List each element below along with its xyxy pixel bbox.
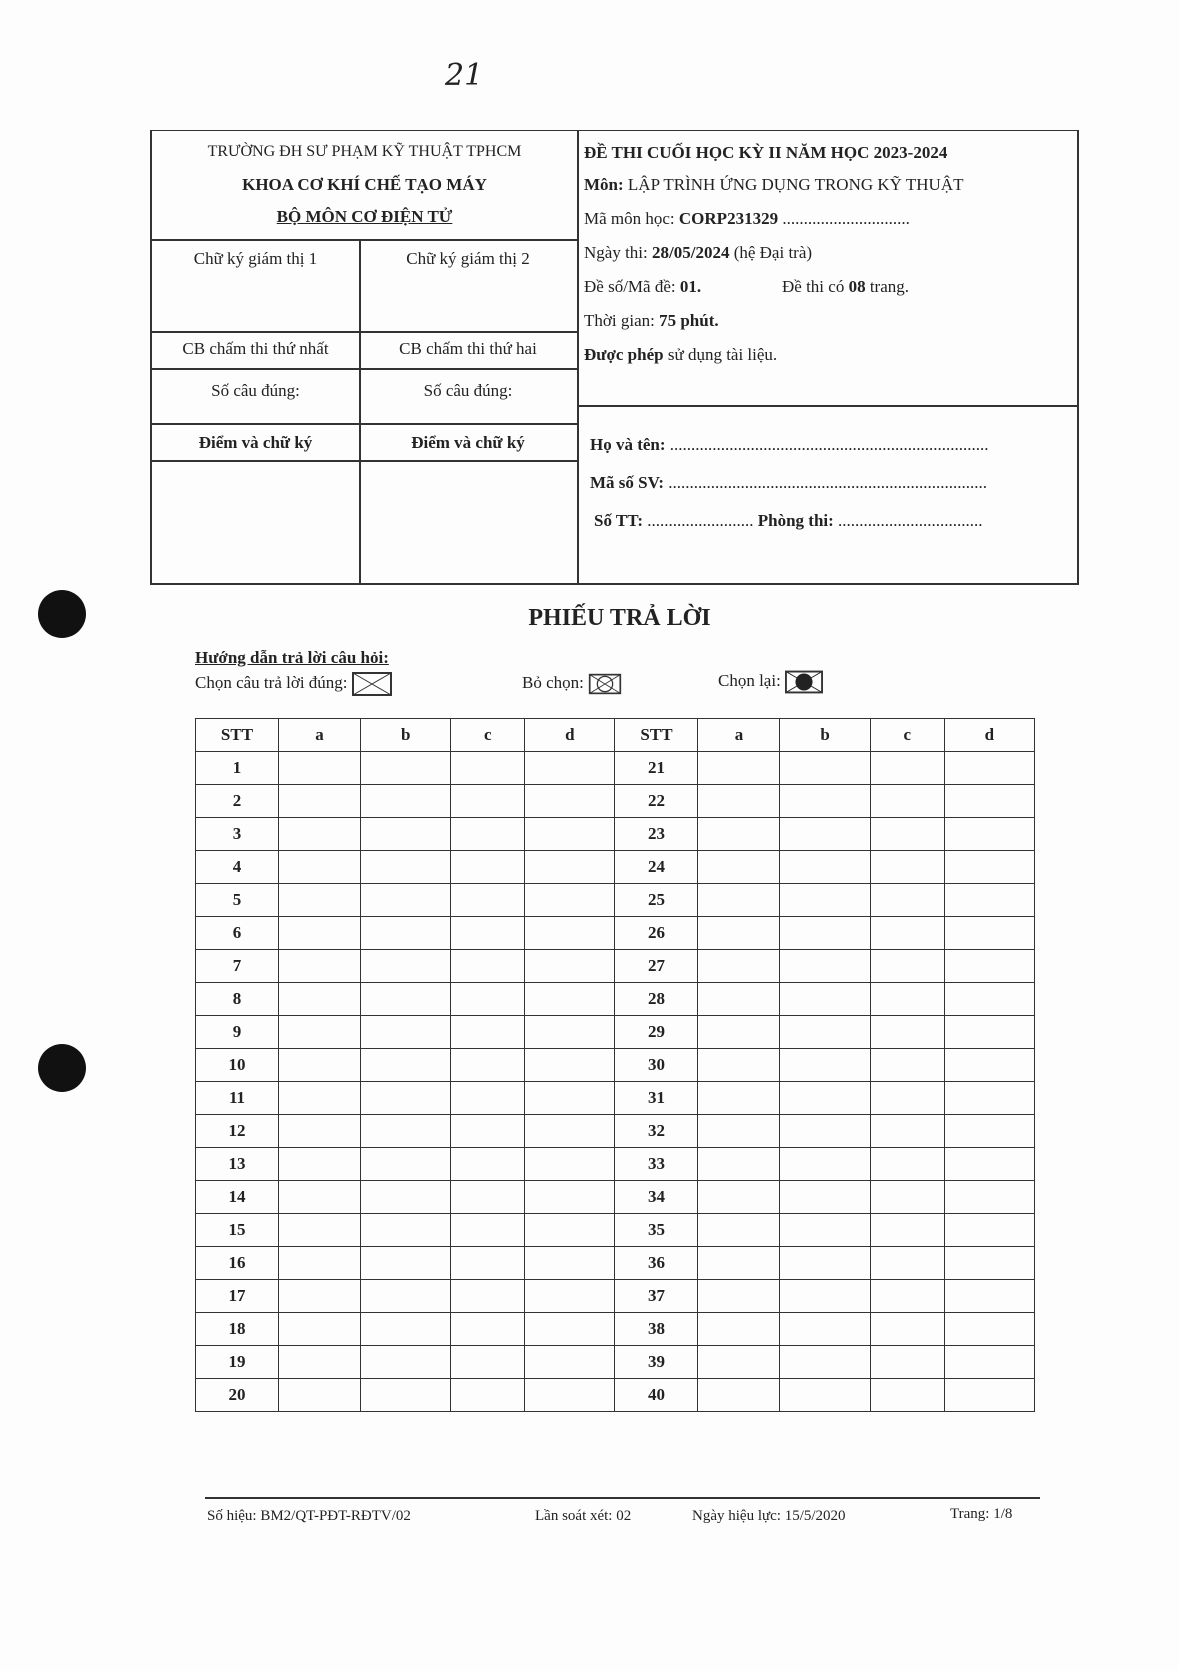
- answer-cell[interactable]: [870, 1346, 944, 1379]
- answer-cell[interactable]: [944, 1148, 1034, 1181]
- answer-cell[interactable]: [780, 917, 870, 950]
- question-number: 40: [615, 1379, 698, 1412]
- answer-cell[interactable]: [361, 1280, 451, 1313]
- answer-cell[interactable]: [870, 1082, 944, 1115]
- answer-cell[interactable]: [525, 752, 615, 785]
- question-number: 7: [196, 950, 279, 983]
- punch-hole: [38, 1044, 86, 1092]
- answer-row: [196, 950, 1035, 983]
- question-number: 19: [196, 1346, 279, 1379]
- answer-cell[interactable]: [279, 950, 361, 983]
- answer-cell[interactable]: [525, 983, 615, 1016]
- student-id-field[interactable]: Mã số SV: ...........................................................................: [590, 473, 987, 492]
- column-header: b: [361, 719, 451, 752]
- answer-cell[interactable]: [870, 1313, 944, 1346]
- answer-cell[interactable]: [780, 950, 870, 983]
- answer-cell[interactable]: [780, 785, 870, 818]
- answer-cell[interactable]: [361, 818, 451, 851]
- question-number: 24: [615, 851, 698, 884]
- answer-cell[interactable]: [944, 752, 1034, 785]
- answer-row: [196, 1313, 1035, 1346]
- correct2-label: Số câu đúng:: [423, 381, 513, 400]
- answer-cell[interactable]: [780, 1280, 870, 1313]
- answer-cell[interactable]: [525, 1181, 615, 1214]
- answer-cell[interactable]: [525, 1280, 615, 1313]
- question-number: 36: [615, 1247, 698, 1280]
- answer-cell[interactable]: [944, 1115, 1034, 1148]
- question-number: 33: [615, 1148, 698, 1181]
- answer-cell[interactable]: [525, 950, 615, 983]
- answer-cell[interactable]: [780, 983, 870, 1016]
- answer-cell[interactable]: [451, 1049, 525, 1082]
- answer-cell[interactable]: [870, 1280, 944, 1313]
- question-number: 38: [615, 1313, 698, 1346]
- answer-cell[interactable]: [451, 752, 525, 785]
- answer-cell[interactable]: [361, 1346, 451, 1379]
- answer-cell[interactable]: [525, 785, 615, 818]
- question-number: 23: [615, 818, 698, 851]
- answer-cell[interactable]: [451, 785, 525, 818]
- answer-cell[interactable]: [361, 1049, 451, 1082]
- question-number: 13: [196, 1148, 279, 1181]
- answer-cell[interactable]: [698, 917, 780, 950]
- column-header: b: [780, 719, 870, 752]
- answer-cell[interactable]: [361, 1313, 451, 1346]
- answer-cell[interactable]: [698, 1214, 780, 1247]
- answer-cell[interactable]: [870, 818, 944, 851]
- answer-cell[interactable]: [698, 983, 780, 1016]
- answer-cell[interactable]: [780, 1082, 870, 1115]
- answer-row: [196, 851, 1035, 884]
- answer-cell[interactable]: [698, 1016, 780, 1049]
- answer-cell[interactable]: [451, 1280, 525, 1313]
- answer-cell[interactable]: [525, 851, 615, 884]
- header-box: [150, 130, 1079, 585]
- answer-cell[interactable]: [361, 1148, 451, 1181]
- cross-box-icon: [352, 672, 392, 696]
- question-number: 8: [196, 983, 279, 1016]
- answer-cell[interactable]: [279, 1082, 361, 1115]
- question-number: 5: [196, 884, 279, 917]
- answer-cell[interactable]: [451, 1214, 525, 1247]
- column-header: c: [870, 719, 944, 752]
- question-number: 4: [196, 851, 279, 884]
- answer-cell[interactable]: [279, 983, 361, 1016]
- answer-cell[interactable]: [698, 884, 780, 917]
- answer-row: [196, 1049, 1035, 1082]
- answer-cell[interactable]: [870, 1181, 944, 1214]
- choose-instruction: Chọn câu trả lời đúng:: [195, 672, 392, 696]
- answer-cell[interactable]: [361, 1016, 451, 1049]
- answer-cell[interactable]: [698, 752, 780, 785]
- answer-cell[interactable]: [944, 1280, 1034, 1313]
- filled-cross-box-icon: [785, 670, 823, 694]
- answer-cell[interactable]: [525, 1082, 615, 1115]
- answer-cell[interactable]: [698, 851, 780, 884]
- answer-cell[interactable]: [451, 1247, 525, 1280]
- answer-cell[interactable]: [451, 1181, 525, 1214]
- column-header: STT: [196, 719, 279, 752]
- answer-cell[interactable]: [944, 917, 1034, 950]
- answer-cell[interactable]: [944, 884, 1034, 917]
- answer-cell[interactable]: [361, 1181, 451, 1214]
- question-number: 32: [615, 1115, 698, 1148]
- question-number: 30: [615, 1049, 698, 1082]
- answer-cell[interactable]: [944, 1247, 1034, 1280]
- answer-cell[interactable]: [870, 1049, 944, 1082]
- answer-cell[interactable]: [451, 983, 525, 1016]
- answer-cell[interactable]: [451, 1346, 525, 1379]
- answer-cell[interactable]: [870, 884, 944, 917]
- proctor1-label: Chữ ký giám thị 1: [193, 249, 318, 268]
- question-number: 27: [615, 950, 698, 983]
- question-number: 37: [615, 1280, 698, 1313]
- answer-cell[interactable]: [361, 1115, 451, 1148]
- answer-cell[interactable]: [944, 1379, 1034, 1412]
- answer-cell[interactable]: [525, 1313, 615, 1346]
- footer-effective-date: Ngày hiệu lực: 15/5/2020: [692, 1508, 846, 1524]
- answer-cell[interactable]: [944, 785, 1034, 818]
- answer-cell[interactable]: [361, 1214, 451, 1247]
- answer-cell[interactable]: [780, 818, 870, 851]
- answer-cell[interactable]: [525, 1016, 615, 1049]
- answer-cell[interactable]: [525, 818, 615, 851]
- answer-cell[interactable]: [451, 1016, 525, 1049]
- answer-cell[interactable]: [780, 1181, 870, 1214]
- answer-cell[interactable]: [361, 983, 451, 1016]
- answer-cell[interactable]: [698, 1181, 780, 1214]
- answer-cell[interactable]: [870, 752, 944, 785]
- grader1-label: CB chấm thi thứ nhất: [182, 339, 329, 358]
- answer-cell[interactable]: [870, 1247, 944, 1280]
- answer-cell[interactable]: [279, 1379, 361, 1412]
- answer-cell[interactable]: [870, 917, 944, 950]
- answer-cell[interactable]: [361, 1247, 451, 1280]
- footer-revision: Lần soát xét: 02: [535, 1508, 632, 1524]
- answer-row: [196, 1082, 1035, 1115]
- question-number: 29: [615, 1016, 698, 1049]
- answer-cell[interactable]: [279, 1049, 361, 1082]
- question-number: 34: [615, 1181, 698, 1214]
- answer-cell[interactable]: [870, 851, 944, 884]
- answer-row: [196, 1016, 1035, 1049]
- question-number: 26: [615, 917, 698, 950]
- answer-cell[interactable]: [525, 1049, 615, 1082]
- column-header: a: [279, 719, 361, 752]
- answer-row: [196, 917, 1035, 950]
- answer-row: [196, 818, 1035, 851]
- answer-cell[interactable]: [780, 1115, 870, 1148]
- question-number: 31: [615, 1082, 698, 1115]
- answer-row: [196, 1346, 1035, 1379]
- question-number: 10: [196, 1049, 279, 1082]
- answer-cell[interactable]: [361, 950, 451, 983]
- answer-cell[interactable]: [279, 1181, 361, 1214]
- answer-cell[interactable]: [780, 884, 870, 917]
- question-number: 25: [615, 884, 698, 917]
- answer-row: [196, 1379, 1035, 1412]
- answer-cell[interactable]: [279, 884, 361, 917]
- page-count-line: Đề thi có 08 trang.: [782, 277, 910, 296]
- school-name: TRƯỜNG ĐH SƯ PHẠM KỸ THUẬT TPHCM: [207, 143, 522, 160]
- answer-row: [196, 1115, 1035, 1148]
- grader2-label: CB chấm thi thứ hai: [399, 339, 537, 358]
- answer-cell[interactable]: [361, 1082, 451, 1115]
- unselect-instruction: Bỏ chọn:: [522, 672, 622, 696]
- answer-cell[interactable]: [780, 1379, 870, 1412]
- answer-cell[interactable]: [944, 1082, 1034, 1115]
- answer-cell[interactable]: [698, 1115, 780, 1148]
- score2-label: Điểm và chữ ký: [411, 433, 525, 452]
- answer-cell[interactable]: [279, 1148, 361, 1181]
- answer-cell[interactable]: [698, 950, 780, 983]
- question-number: 28: [615, 983, 698, 1016]
- answer-cell[interactable]: [451, 1379, 525, 1412]
- answer-cell[interactable]: [451, 1082, 525, 1115]
- answer-cell[interactable]: [780, 1313, 870, 1346]
- answer-cell[interactable]: [279, 1115, 361, 1148]
- answer-cell[interactable]: [279, 1346, 361, 1379]
- answer-cell[interactable]: [944, 1346, 1034, 1379]
- answer-cell[interactable]: [451, 884, 525, 917]
- circled-cross-box-icon: [588, 672, 622, 696]
- answer-cell[interactable]: [870, 1214, 944, 1247]
- answer-cell[interactable]: [361, 1379, 451, 1412]
- answer-cell[interactable]: [944, 851, 1034, 884]
- answer-cell[interactable]: [944, 950, 1034, 983]
- answer-row: [196, 884, 1035, 917]
- materials-line: Được phép sử dụng tài liệu.: [584, 345, 778, 364]
- answer-cell[interactable]: [279, 917, 361, 950]
- answer-cell[interactable]: [780, 1049, 870, 1082]
- answer-cell[interactable]: [279, 851, 361, 884]
- question-number: 12: [196, 1115, 279, 1148]
- answer-cell[interactable]: [698, 1379, 780, 1412]
- question-number: 21: [615, 752, 698, 785]
- answer-cell[interactable]: [944, 1313, 1034, 1346]
- answer-cell[interactable]: [525, 1379, 615, 1412]
- answer-cell[interactable]: [279, 818, 361, 851]
- answer-cell[interactable]: [780, 1247, 870, 1280]
- answer-cell[interactable]: [780, 1016, 870, 1049]
- answer-cell[interactable]: [944, 1181, 1034, 1214]
- answer-cell[interactable]: [279, 785, 361, 818]
- answer-cell[interactable]: [525, 917, 615, 950]
- answer-cell[interactable]: [525, 884, 615, 917]
- answer-cell[interactable]: [870, 1379, 944, 1412]
- answer-cell[interactable]: [780, 1214, 870, 1247]
- handwritten-page-number: 21: [445, 58, 484, 93]
- footer-page-number: Trang: 1/8: [950, 1506, 1013, 1522]
- question-number: 14: [196, 1181, 279, 1214]
- answer-cell[interactable]: [780, 752, 870, 785]
- answer-cell[interactable]: [525, 1115, 615, 1148]
- question-number: 17: [196, 1280, 279, 1313]
- question-number: 20: [196, 1379, 279, 1412]
- answer-cell[interactable]: [698, 1082, 780, 1115]
- department-name: BỘ MÔN CƠ ĐIỆN TỬ: [276, 207, 453, 226]
- answer-cell[interactable]: [698, 1049, 780, 1082]
- answer-cell[interactable]: [944, 983, 1034, 1016]
- answer-row: [196, 1214, 1035, 1247]
- question-number: 22: [615, 785, 698, 818]
- answer-cell[interactable]: [870, 785, 944, 818]
- answer-cell[interactable]: [525, 1346, 615, 1379]
- answer-cell[interactable]: [944, 1214, 1034, 1247]
- answer-grid: [195, 718, 1035, 1412]
- faculty-name: KHOA CƠ KHÍ CHẾ TẠO MÁY: [242, 175, 487, 194]
- seat-room-field[interactable]: Số TT: ......................... Phòng thi: ..................................: [594, 511, 983, 530]
- answer-cell[interactable]: [944, 818, 1034, 851]
- answer-cell[interactable]: [870, 1148, 944, 1181]
- answer-cell[interactable]: [870, 1115, 944, 1148]
- answer-cell[interactable]: [698, 818, 780, 851]
- answer-row: [196, 1181, 1035, 1214]
- answer-cell[interactable]: [361, 752, 451, 785]
- question-number: 2: [196, 785, 279, 818]
- answer-row: [196, 1280, 1035, 1313]
- question-number: 6: [196, 917, 279, 950]
- correct1-label: Số câu đúng:: [211, 381, 300, 400]
- course-code-line: Mã môn học: CORP231329 ..............................: [584, 209, 910, 228]
- answer-cell[interactable]: [279, 1214, 361, 1247]
- footer-doc-number: Số hiệu: BM2/QT-PĐT-RĐTV/02: [207, 1508, 411, 1524]
- duration-line: Thời gian: 75 phút.: [584, 311, 719, 330]
- answer-cell[interactable]: [944, 1049, 1034, 1082]
- answer-cell[interactable]: [361, 917, 451, 950]
- reselect-instruction: Chọn lại:: [718, 670, 823, 694]
- exam-title: ĐỀ THI CUỐI HỌC KỲ II NĂM HỌC 2023-2024: [584, 143, 948, 162]
- answer-cell[interactable]: [525, 1148, 615, 1181]
- answer-cell[interactable]: [944, 1016, 1034, 1049]
- exam-date-line: Ngày thi: 28/05/2024 (hệ Đại trà): [584, 243, 813, 262]
- question-number: 9: [196, 1016, 279, 1049]
- answer-cell[interactable]: [279, 1280, 361, 1313]
- column-header: STT: [615, 719, 698, 752]
- answer-cell[interactable]: [698, 1313, 780, 1346]
- exam-number-line: Đề số/Mã đề: 01.: [584, 277, 702, 296]
- answer-cell[interactable]: [698, 1247, 780, 1280]
- subject-line: Môn: LẬP TRÌNH ỨNG DỤNG TRONG KỸ THUẬT: [584, 175, 964, 194]
- answer-cell[interactable]: [451, 1148, 525, 1181]
- answer-cell[interactable]: [361, 785, 451, 818]
- answer-cell[interactable]: [361, 884, 451, 917]
- answer-cell[interactable]: [451, 950, 525, 983]
- answer-cell[interactable]: [698, 1280, 780, 1313]
- answer-cell[interactable]: [451, 851, 525, 884]
- question-number: 16: [196, 1247, 279, 1280]
- answer-cell[interactable]: [698, 1148, 780, 1181]
- score1-label: Điểm và chữ ký: [198, 433, 313, 452]
- question-number: 3: [196, 818, 279, 851]
- answer-cell[interactable]: [698, 1346, 780, 1379]
- answer-sheet-title: PHIẾU TRẢ LỜI: [528, 605, 711, 631]
- answer-cell[interactable]: [279, 1247, 361, 1280]
- answer-row: [196, 1148, 1035, 1181]
- question-number: 18: [196, 1313, 279, 1346]
- answer-cell[interactable]: [451, 1115, 525, 1148]
- answer-row: [196, 983, 1035, 1016]
- answer-cell[interactable]: [361, 851, 451, 884]
- answer-cell[interactable]: [870, 1016, 944, 1049]
- answer-cell[interactable]: [698, 785, 780, 818]
- answer-cell[interactable]: [451, 917, 525, 950]
- column-header: c: [451, 719, 525, 752]
- answer-row: [196, 1247, 1035, 1280]
- instructions-heading: Hướng dẫn trả lời câu hỏi:: [195, 648, 389, 667]
- answer-cell[interactable]: [780, 851, 870, 884]
- answer-cell[interactable]: [451, 818, 525, 851]
- answer-cell[interactable]: [279, 1016, 361, 1049]
- answer-row: [196, 785, 1035, 818]
- column-header: d: [525, 719, 615, 752]
- proctor2-label: Chữ ký giám thị 2: [406, 249, 530, 268]
- answer-cell[interactable]: [525, 1214, 615, 1247]
- column-header: a: [698, 719, 780, 752]
- answer-row: [196, 752, 1035, 785]
- question-number: 35: [615, 1214, 698, 1247]
- answer-cell[interactable]: [279, 752, 361, 785]
- answer-cell[interactable]: [451, 1313, 525, 1346]
- answer-cell[interactable]: [525, 1247, 615, 1280]
- question-number: 1: [196, 752, 279, 785]
- answer-cell[interactable]: [780, 1148, 870, 1181]
- answer-cell[interactable]: [780, 1346, 870, 1379]
- answer-cell[interactable]: [279, 1313, 361, 1346]
- student-name-field[interactable]: Họ và tên: ...........................................................................: [590, 435, 989, 454]
- question-number: 15: [196, 1214, 279, 1247]
- question-number: 11: [196, 1082, 279, 1115]
- question-number: 39: [615, 1346, 698, 1379]
- column-header: d: [944, 719, 1034, 752]
- answer-cell[interactable]: [870, 950, 944, 983]
- answer-cell[interactable]: [870, 983, 944, 1016]
